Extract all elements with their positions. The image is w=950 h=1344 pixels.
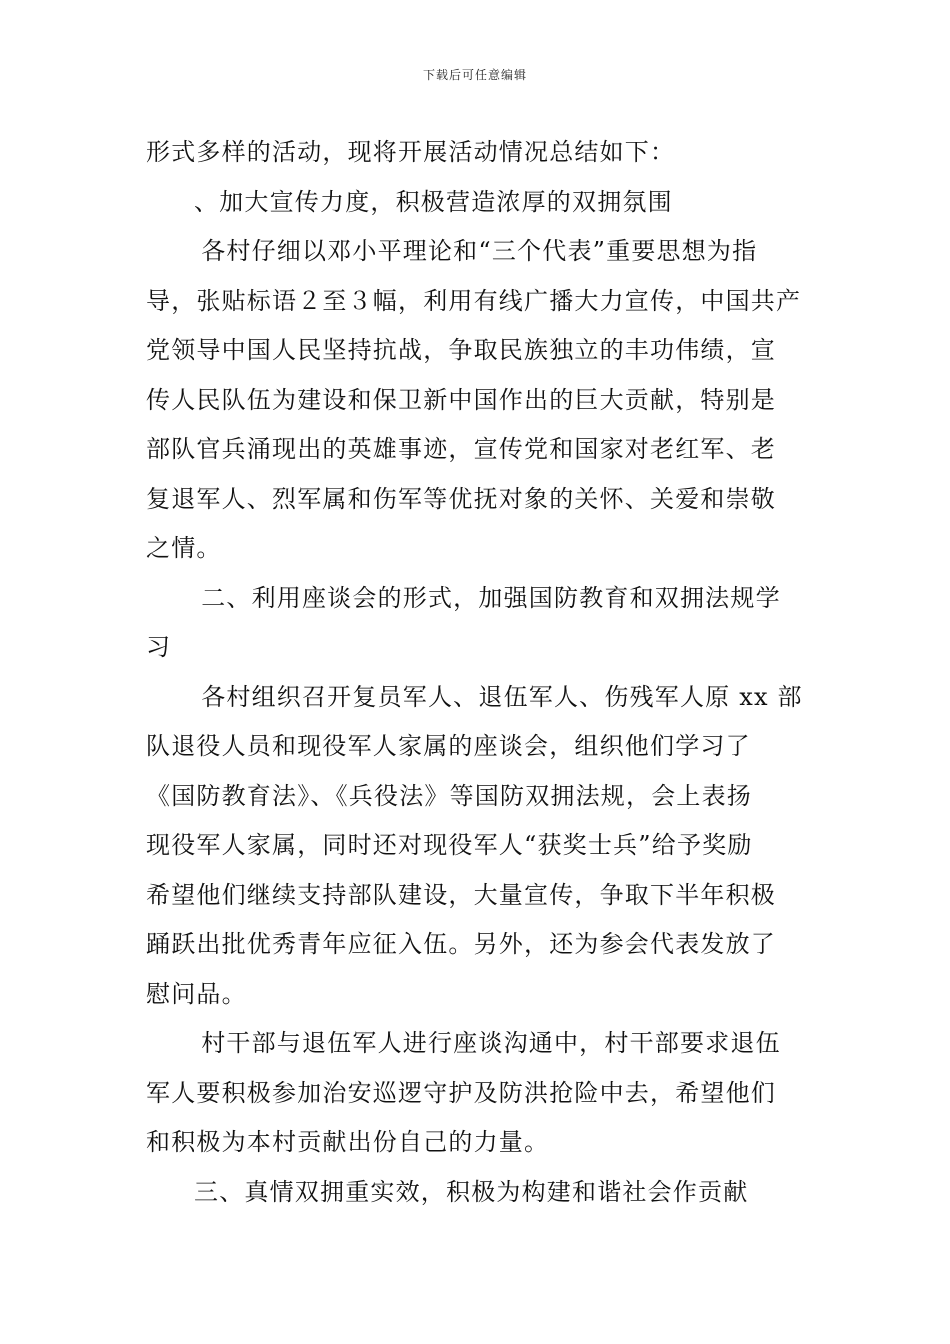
- body-line: 希望他们继续支持部队建设，大量宣传，争取下半年积极: [146, 880, 776, 909]
- body-line: 军人要积极参加治安巡逻守护及防洪抢险中去，希望他们: [146, 1078, 776, 1107]
- section-heading: 、加大宣传力度，积极营造浓厚的双拥氛围: [194, 187, 673, 216]
- body-line: 之情。: [146, 534, 222, 562]
- body-line: 现役军人家属，同时还对现役军人“获奖士兵”给予奖励: [146, 831, 753, 859]
- body-line: 《国防教育法》、《兵役法》等国防双拥法规，会上表扬: [146, 781, 752, 810]
- body-line: 部队官兵涌现出的英雄事迹，宣传党和国家对老红军、老: [146, 435, 776, 463]
- document-body: [146, 128, 812, 1217]
- body-line: 形式多样的活动，现将开展活动情况总结如下：: [146, 138, 676, 166]
- body-line: 党领导中国人民坚持抗战，争取民族独立的丰功伟绩，宣: [146, 336, 776, 364]
- body-line: 导，张贴标语２至３幅，利用有线广播大力宣传，中国共产: [146, 286, 802, 315]
- section-heading-continued: 习: [146, 633, 172, 661]
- body-line: 踊跃出批优秀青年应征入伍。另外，还为参会代表发放了: [146, 930, 776, 958]
- body-line: 和积极为本村贡献出份自己的力量。: [146, 1128, 550, 1156]
- body-line: 传人民队伍为建设和保卫新中国作出的巨大贡献，特别是: [146, 385, 776, 414]
- section-heading: 二、利用座谈会的形式，加强国防教育和双拥法规学: [201, 583, 781, 612]
- body-line: 慰问品。: [146, 979, 247, 1008]
- paragraph-first-line: 村干部与退伍军人进行座谈沟通中，村干部要求退伍: [201, 1029, 781, 1057]
- paragraph-first-line: 各村仔细以邓小平理论和“三个代表”重要思想为指: [201, 237, 758, 265]
- body-line: 复退军人、烈军属和伤军等优抚对象的关怀、关爱和崇敬: [146, 484, 776, 513]
- paragraph-first-line: 各村组织召开复员军人、退伍军人、伤残军人原 xx 部: [201, 682, 803, 711]
- page-header: 下载后可任意编辑: [422, 68, 527, 82]
- body-line: 队退役人员和现役军人家属的座谈会，组织他们学习了: [146, 732, 751, 760]
- section-heading: 三、真情双拥重实效，积极为构建和谐社会作贡献: [194, 1177, 749, 1206]
